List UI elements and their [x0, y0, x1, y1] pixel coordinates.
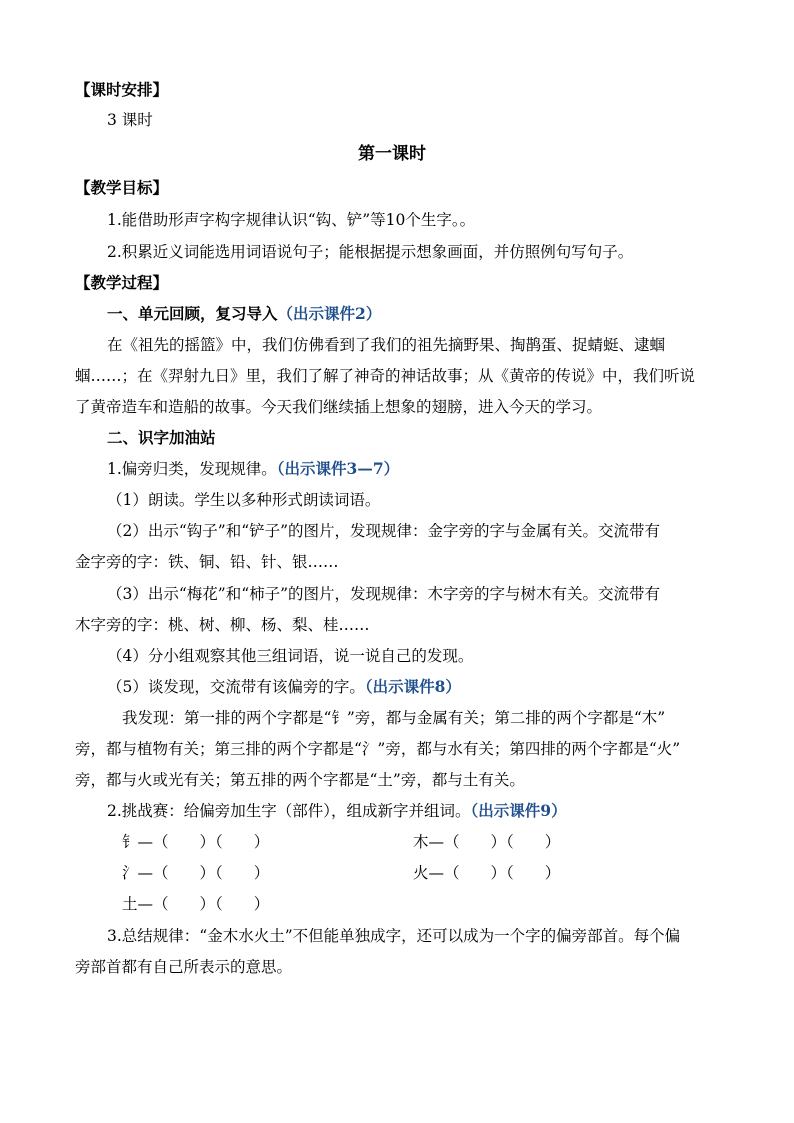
finding-line: 我发现：第一排的两个字都是“钅”旁，都与金属有关；第二排的两个字都是“木” [122, 709, 666, 727]
exercise-wood: 木—（ ）（ ） [413, 833, 561, 851]
section-1-heading [107, 304, 381, 324]
exercise-earth: 土—（ ）（ ） [122, 895, 270, 913]
substep-5 [107, 677, 461, 697]
goal-item-2: 2.积累近义词能选用词语说句子；能根据提示想象画面，并仿照例句写句子。 [107, 243, 634, 261]
schedule-heading: 【课时安排】 [75, 80, 169, 99]
goal-item-1: 1.能借助形声字构字规律认识“钩、铲”等10个生字。。 [107, 211, 476, 229]
process-heading: 【教学过程】 [75, 273, 169, 292]
courseware-tag: （出示课件8） [364, 677, 461, 696]
section-2-title: 二、识字加油站 [107, 428, 216, 447]
substep-4: （4）分小组观察其他三组词语，说一说自己的发现。 [107, 647, 474, 665]
exercise-fire: 火—（ ）（ ） [413, 864, 561, 882]
paragraph-line: 蝈……；在《羿射九日》里，我们了解了神奇的神话故事；从《黄帝的传说》中，我们听说 [75, 367, 696, 385]
substep-1: （1）朗读。学生以多种形式朗读词语。 [107, 491, 381, 509]
step-3: 3.总结规律：“金木水火土”不但能单独成字，还可以成为一个字的偏旁部首。每个偏 [107, 927, 681, 945]
step-1-text: 1.偏旁归类，发现规律。 [107, 460, 277, 478]
goals-heading: 【教学目标】 [75, 178, 169, 197]
substep-2: （2）出示“钩子”和“铲子”的图片，发现规律：金字旁的字与金属有关。交流带有 [107, 522, 661, 540]
courseware-tag: （出示课件9） [470, 801, 567, 820]
finding-line: 旁，都与植物有关；第三排的两个字都是“氵”旁，都与水有关；第四排的两个字都是“火” [75, 740, 681, 758]
paragraph-line: 在《祖先的摇篮》中，我们仿佛看到了我们的祖先摘野果、掏鹊蛋、捉蜻蜓、逮蝈 [107, 336, 666, 354]
step-2-text: 2.挑战赛：给偏旁加生字（部件），组成新字并组词。 [107, 802, 471, 820]
paragraph-line: 了黄帝造车和造船的故事。今天我们继续插上想象的翅膀，进入今天的学习。 [75, 398, 603, 416]
substep-5-text: （5）谈发现，交流带有该偏旁的字。 [107, 678, 365, 696]
step-2 [107, 801, 567, 821]
schedule-value: 3 课时 [107, 111, 153, 129]
finding-line: 旁，都与火或光有关；第五排的两个字都是“土”旁，都与土有关。 [75, 771, 525, 789]
step-3-cont: 旁部首都有自己所表示的意思。 [75, 958, 293, 976]
courseware-tag: （出示课件3—7） [276, 459, 400, 478]
section-1-title: 一、单元回顾，复习导入 [107, 304, 278, 323]
substep-3: （3）出示“梅花”和“柿子”的图片，发现规律：木字旁的字与树木有关。交流带有 [107, 585, 661, 603]
exercise-metal: 钅—（ ）（ ） [122, 833, 270, 851]
substep-3-cont: 木字旁的字：桃、树、柳、杨、梨、桂…… [75, 616, 370, 634]
exercise-water: 氵—（ ）（ ） [122, 864, 270, 882]
substep-2-cont: 金字旁的字：铁、铜、铅、针、银…… [75, 553, 339, 571]
courseware-tag: （出示课件2） [277, 304, 382, 323]
step-1 [107, 459, 399, 479]
lesson-title: 第一课时 [358, 144, 426, 164]
